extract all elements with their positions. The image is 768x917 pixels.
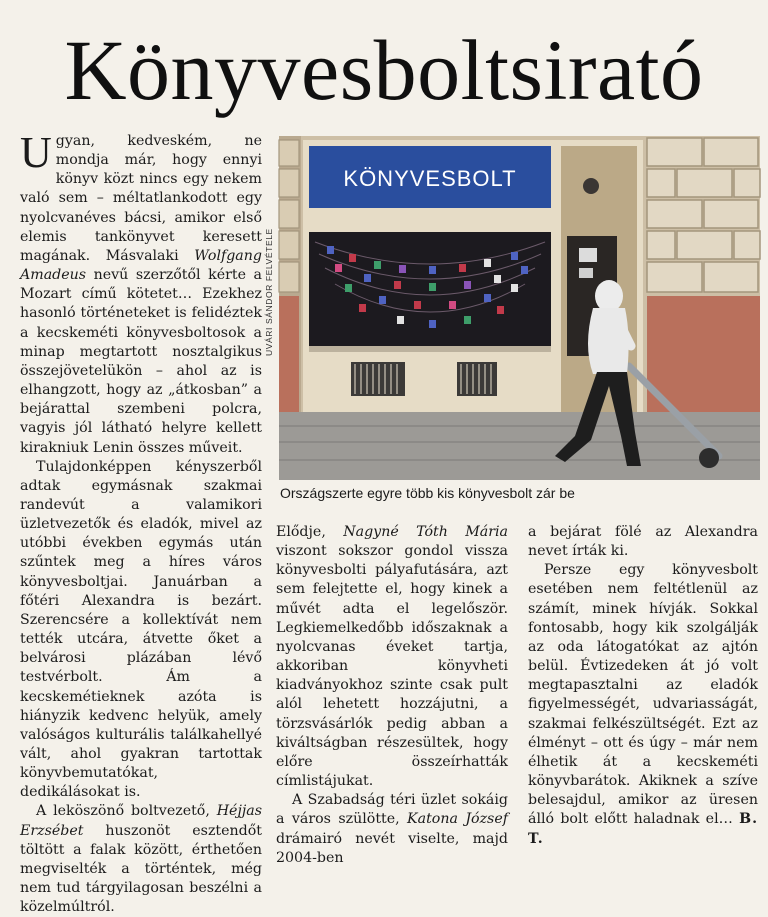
text-run: huszonöt esztendőt töltött a falak között, érthetően megviselték a történtek, még nem tud tárgyilagosan beszélni a közelmúltról. [20, 822, 262, 916]
paragraph [20, 802, 262, 917]
drop-cap: U [20, 128, 52, 177]
author-signature: B. T. [528, 811, 759, 847]
bookstore-photo-illustration [279, 136, 760, 480]
paragraph [528, 561, 758, 848]
person-name: Héjjas Erzsébet [20, 803, 262, 839]
text-run: gyan, kedveském, ne mondja már, hogy ennyi könyv közt nincs egy nekem való sem – méltatlankodott egy nyolcvanéves bácsi, amikor első elemis tankönyvet keresett magának. Másvalaki [20, 133, 262, 264]
person-name: Nagyné Tóth Mária [343, 524, 508, 540]
paragraph [20, 128, 262, 458]
text-run: drámairó nevét viselte, majd 2004-ben [276, 830, 508, 866]
text-run: Elődje, [276, 524, 344, 540]
text-run: viszont sokszor gondol vissza könyvesbolti pályafutására, azt sem felejtette el, hogy kinek a művét adta el legelőször. Legkiemelkedőbb időszaknak a nyolcvanas éveket tartja, akkoriban könyvheti kiadványokhoz szinte csak pult alól lehetett hozzájutni, a törzsvásárlók pedig abban a kiváltságban részesültek, hogy előre összeírhatták címlistájukat. [276, 543, 508, 790]
person-name: Katona József [407, 811, 508, 828]
author-name: Wolfgang Amadeus [20, 247, 262, 284]
paragraph [276, 791, 508, 868]
text-run: A Szabadság téri üzlet sokáig a város szülötte, [276, 792, 508, 828]
article-column-2 [276, 523, 508, 866]
text-run: nevű szerzőtől kérte a Mozart című kötetet… Ezekhez hasonló történeteket is felidéztek a kecskeméti könyvesboltosok a minap megtartott nosztalgikus összejövetelükön – ahol az is elhangzott, hogy az „átkosban” a bejárattal szembeni polcra, vagyis jól látható helyre kellett kirakniuk Lenin összes műveit. [20, 267, 262, 456]
bookstore-photo [279, 136, 760, 480]
article-column-1 [20, 128, 262, 916]
paragraph: a bejárat fölé az Alexandra nevet írták ki. [528, 524, 758, 560]
paragraph: Tulajdonképpen kényszerből adtak egymásnak szakmai randevút a valamikori üzletvezetők és eladók, mivel az utóbbi években egymás után szűntek meg a híres város könyvesboltjai. Januárban a főtéri Alexandra is bezárt. Szerencsére a kollektívát nem tették utcára, átvette őket a belvárosi plázában lévő testvérbolt. Ám a kecskemétieknek azóta is hiányzik kedvenc helyük, amely valóságos kulturális találkahellyé vált, ahol gyakran tartottak könyvbemutatókat, dedikálásokat is. [20, 458, 262, 801]
headline: Könyvesboltsirató [64, 22, 704, 118]
photo-caption: Országszerte egyre több kis könyvesbolt zár be [280, 485, 575, 501]
paragraph [276, 523, 508, 791]
text-run: Persze egy könyvesbolt esetében nem feltétlenül az számít, minek hívják. Sokkal fontosabb, hogy kik szolgálják az oda látogatókat az ajtón belül. Évtizedeken át jó volt megtapasztalni az eladók figyelmességét, udvariasságát, szakmai felkészültségét. Ezt az élményt – ott és úgy – már nem élhetik át a kecskeméti könyvbarátok. Akiknek a szíve belesajdul, amikor az üresen álló bolt előtt haladnak el… [528, 562, 758, 828]
store-sign-text: KÖNYVESBOLT [343, 166, 517, 191]
text-run: A leköszönő boltvezető, [36, 803, 217, 820]
photo-credit: UVÁRI SÁNDOR FELVÉTELE [264, 228, 274, 356]
article-column-3 [528, 523, 759, 847]
